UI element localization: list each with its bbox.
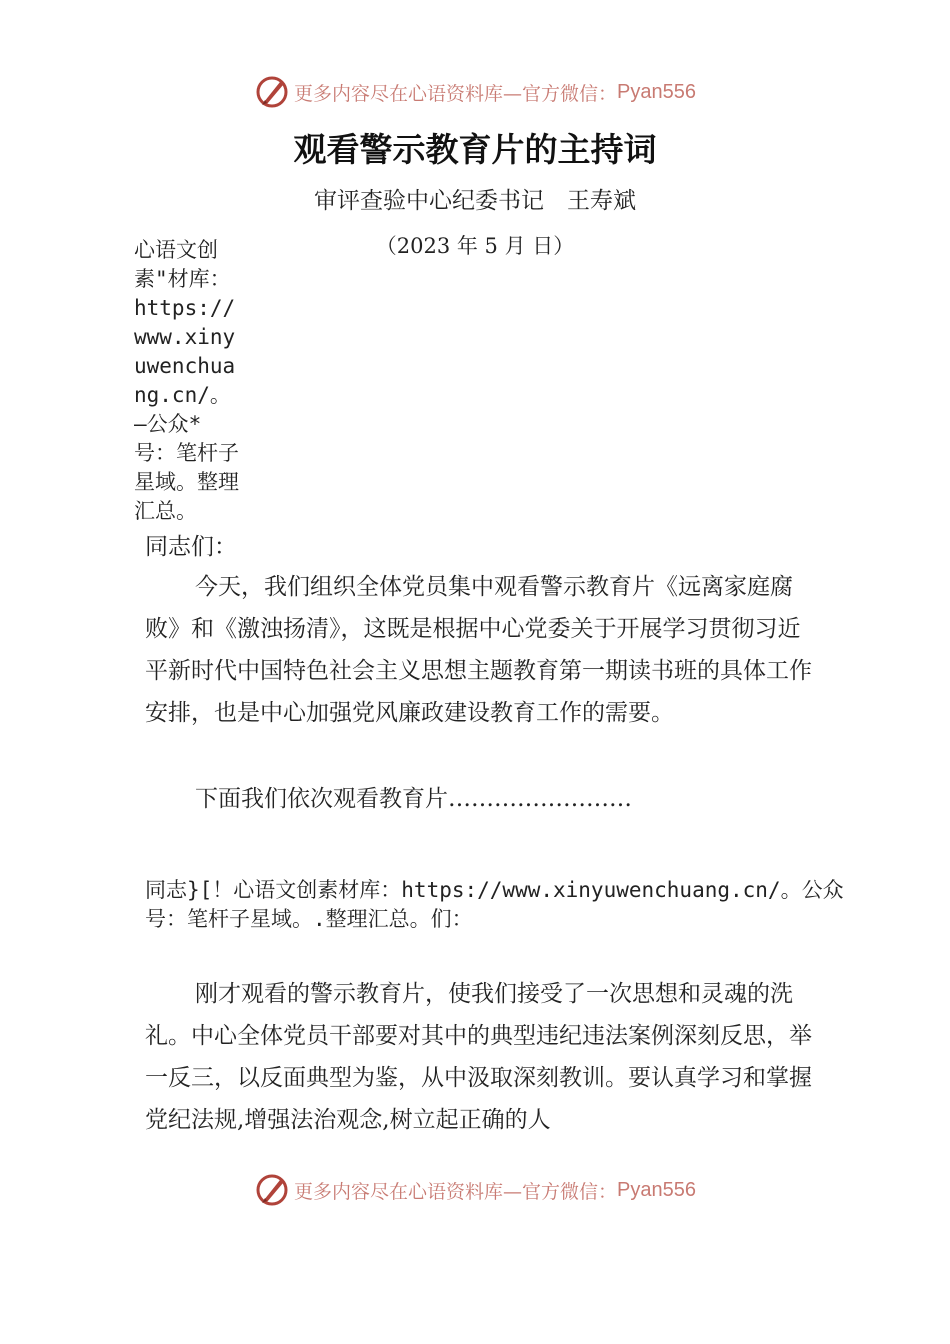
header-banner <box>0 72 950 112</box>
banner-wechat-id: Pyan556 <box>617 1178 696 1201</box>
banner-wechat-id: Pyan556 <box>617 80 696 103</box>
pen-logo-icon <box>254 74 290 110</box>
salutation-1: 同志们： <box>145 534 237 560</box>
document-byline: 审评查验中心纪委书记 王寿斌 <box>314 188 636 214</box>
inline-watermark-note: 同志}[！心语文创素材库：https://www.xinyuwenchuang.cn/。公众号：笔杆子星域。.整理汇总。们： <box>145 878 844 931</box>
footer-banner <box>0 1170 950 1210</box>
side-watermark-note: 心语文创素"材库：https://www.xinyuwenchuang.cn/。—公众*号：笔杆子星域。整理汇总。 <box>134 238 239 523</box>
paragraph-1: 今天，我们组织全体党员集中观看警示教育片《远离家庭腐败》和《激浊扬清》，这既是根据中心党委关于开展学习贯彻习近平新时代中国特色社会主义思想主题教育第一期读书班的具体工作安排，也是中心加强党风廉政建设教育工作的需要。 <box>145 574 812 726</box>
pen-logo-icon <box>254 1172 290 1208</box>
banner-slogan: 更多内容尽在心语资料库—官方微信： <box>294 82 618 105</box>
paragraph-2: 下面我们依次观看教育片…………………… <box>195 786 632 812</box>
document-date: （2023 年 5 月 日） <box>375 234 575 258</box>
paragraph-3: 刚才观看的警示教育片，使我们接受了一次思想和灵魂的洗礼。中心全体党员干部要对其中的典型违纪违法案例深刻反思，举一反三，以反面典型为鉴，从中汲取深刻教训。要认真学习和掌握党纪法规,增强法治观念,树立起正确的人 <box>145 981 812 1133</box>
document-title: 观看警示教育片的主持词 <box>293 130 657 169</box>
banner-slogan: 更多内容尽在心语资料库—官方微信： <box>294 1180 618 1203</box>
